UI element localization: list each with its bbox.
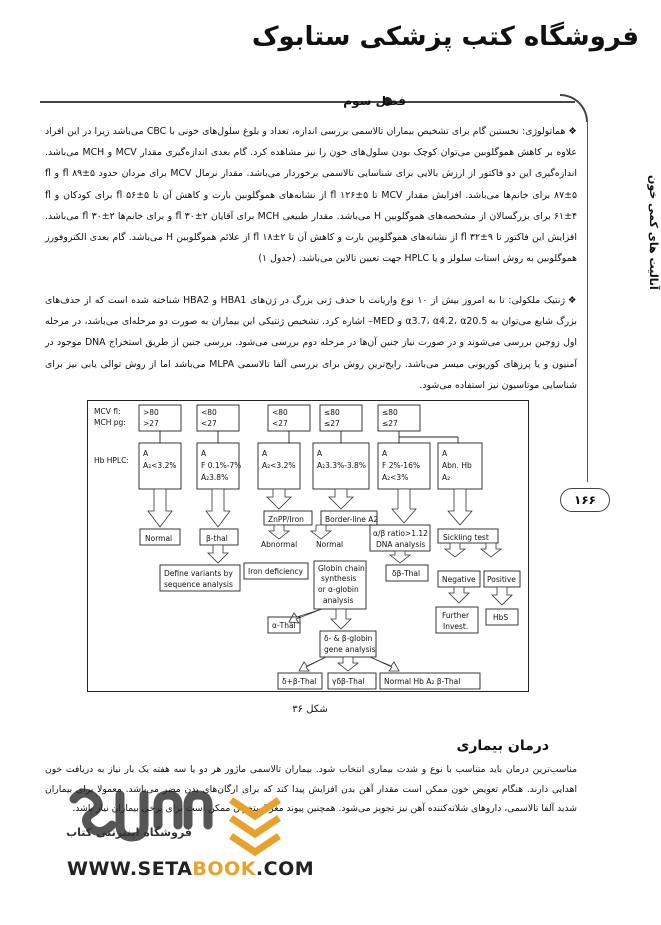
- iron-deficiency: Iron deficiency: [248, 567, 304, 576]
- bullet-icon: ❖: [568, 295, 578, 306]
- page-number: ۱۶۶: [560, 488, 610, 512]
- side-running-title: آنالیت های کمی خون: [647, 175, 660, 290]
- globin-line: synthesis: [321, 574, 357, 583]
- mcv-value: ≤80: [382, 408, 398, 417]
- dna-analysis: DNA analysis: [376, 540, 426, 549]
- hplc-line: A: [201, 449, 207, 458]
- result-normal: Normal: [145, 534, 173, 543]
- outcome-label: Normal Hb A₂ β-Thal: [384, 677, 461, 686]
- hplc-line: A₂: [442, 473, 451, 482]
- further-invest-line: Further: [442, 611, 470, 620]
- flowchart-svg: [88, 401, 528, 691]
- row-label-hplc: Hb HPLC:: [94, 456, 129, 465]
- diagnostic-flowchart-figure: [87, 400, 529, 692]
- mcv-value: <80: [201, 408, 217, 417]
- globin-line: Globin chain: [318, 564, 365, 573]
- mcv-value: >80: [143, 408, 159, 417]
- watermark-url: [67, 858, 314, 880]
- url-part: WWW.SETA: [67, 858, 193, 880]
- url-part-accent: BOOK: [192, 858, 256, 880]
- bullet-icon: ❖: [568, 126, 577, 137]
- hplc-line: F 0.1%-7%: [201, 461, 242, 470]
- store-title: فروشگاه کتب پزشکی ستابوک: [251, 22, 639, 52]
- mch-value: ≤27: [382, 419, 398, 428]
- outcome-label: γδβ-Thal: [332, 677, 365, 686]
- row-label-mch: MCH pg:: [94, 418, 126, 427]
- alpha-beta-ratio: α/β ratio>1.12: [373, 529, 428, 538]
- globin-line: analysis: [323, 596, 354, 605]
- mch-value: ≤27: [324, 419, 340, 428]
- chapter-label: فصل سوم: [343, 94, 406, 108]
- hplc-line: A: [262, 449, 268, 458]
- paragraph-text: هماتولوژی: نخستین گام برای تشخیص بیماران تالاسمی بررسی اندازه، تعداد و بلوغ سلول‌های خونی با CBC می‌باشد زیرا در این افراد علاوه بر کاهش هموگلوبین می‌توان کوچک بودن سلول‌های خون را نیز مشاهده کرد. گام بعدی اندازه‌گیری مقدار MCV و MCH می‌باشد. اندازه‌گیری این دو فاکتور از ارزش بالایی برای شناسایی تالاسمی برخوردار می‌باشد. مقدار نرمال MCV برای مردان حدود fl ۸۹±۵ و fl ۸۷±۵ برای خانم‌ها می‌باشد. افزایش مقدار MCV تا fl ۱۲۶±۵ از نشانه‌های هموگلوبین بارت و کاهش آن تا fl ۵۶±۵ برای کودکان و fl ۶۱±۴ برای بزرگسالان از مشخصه‌های هموگلوبین H می‌باشد. مقدار طبیعی MCH برای آقایان fl ۳۰±۲ و برای خانم‌ها fl ۳۰±۲ می‌باشد. افزایش این فاکتور تا fl ۳۲±۹ از نشانه‌های هموگلوبین بارت و کاهش آن تا fl ۱۸±۲ از علائم هموگلوبین H می‌باشد. گام بعدی الکتروفورز هموگلوبین به روش استات سلولز و یا HPLC جهت تعیین تالاین می‌باشد. (جدول ۱): [45, 126, 578, 265]
- outcome-label: δ+β-Thal: [282, 677, 317, 686]
- sickling-test: Sickling test: [443, 533, 489, 542]
- hplc-line: Abn. Hb: [442, 461, 472, 470]
- normal-label: Normal: [316, 540, 344, 549]
- gene-analysis-line: δ- & β-globin: [324, 634, 373, 643]
- globin-line: or α-globin: [318, 585, 359, 594]
- positive-label: Positive: [487, 575, 516, 584]
- hplc-line: A₂<3.2%: [262, 461, 296, 470]
- abnormal-label: Abnormal: [261, 540, 298, 549]
- watermark-tagline: فروشگاه اینترنتی کتاب: [66, 826, 192, 839]
- section-heading: درمان بیماری: [456, 738, 549, 754]
- paragraph-molecular-genetics: [45, 290, 577, 395]
- chevron-stack-icon: [225, 790, 285, 860]
- further-invest-line: Invest.: [443, 622, 469, 631]
- delta-beta-thal: δβ-Thal: [392, 569, 421, 578]
- hplc-line: A: [317, 449, 323, 458]
- mch-value: <27: [201, 419, 217, 428]
- alpha-thal: α-Thal: [272, 621, 296, 630]
- header-corner-curve: [560, 94, 588, 122]
- negative-label: Negative: [442, 575, 476, 584]
- hplc-line: A₂3.8%: [201, 473, 229, 482]
- hplc-line: A: [442, 449, 448, 458]
- hplc-line: A₂<3.2%: [143, 461, 177, 470]
- borderline-a2: Border-line A2: [325, 515, 379, 524]
- mcv-value: ≤80: [324, 408, 340, 417]
- paragraph-hematology: [45, 121, 577, 291]
- hplc-line: A: [143, 449, 149, 458]
- hbs-label: HbS: [493, 613, 509, 622]
- mcv-value: <80: [272, 408, 288, 417]
- mch-value: >27: [143, 419, 159, 428]
- hplc-line: A: [382, 449, 388, 458]
- hplc-line: F 2%-16%: [382, 461, 420, 470]
- url-part: .COM: [255, 858, 315, 880]
- znpp-iron: ZnPP/Iron: [268, 515, 304, 524]
- row-label-mcv: MCV fl:: [94, 407, 121, 416]
- gene-analysis-line: gene analysis: [324, 645, 376, 654]
- paragraph-text: مناسب‌ترین درمان باید متناسب با نوع و شدت بیماری انتخاب شود. بیماران تالاسمی ماژور هر دو یا سه هفته یک بار نیاز به دریافت خون اهدایی دارند. هنگام تعویض خون ممکن است مقدار آهن بدن افزایش پیدا کند که برای ارگان‌های بدن مضر می‌باشد. معمولا برای بیماران شدید آلفا تالاسمی، داروهای شلاته‌کننده آهن نیز تجویز می‌شود. همچنین پیوند مغز استخوان ممکن است برای برخی بیماران نیاز باشد.: [45, 764, 577, 814]
- result-beta-thal: β-thal: [206, 534, 228, 543]
- define-variants-line: Define variants by: [164, 569, 233, 578]
- hplc-line: A₂<3%: [382, 473, 409, 482]
- hplc-line: A₂3.3%-3.8%: [317, 461, 366, 470]
- paragraph-text: ژنتیک ملکولی: تا به امروز بیش از ۱۰ نوع واریانت با حذف ژنی بزرگ در ژن‌های HBA1 و HBA2 شناخته شده است که از حذف‌های بزرگ شایع می‌توان به α3.7، α4.2، α20.5 و MED– اشاره کرد. تشخیص ژنتیکی این بیماران به صورت دو مرحله‌ای می‌باشد، در مرحله اول زوجین بررسی می‌شوند و در صورت نیاز جنین آن‌ها در مرحله دوم بررسی می‌شود. بررسی جنین از طریق استخراج DNA موجود در آمنیون و یا پرزهای کوریونی میسر می‌باشد. رایج‌ترین روش برای بررسی آلفا تالاسمی MLPA می‌باشد اما از روش توالی یابی نیز برای شناسایی موتاسیون نیز استفاده می‌شود.: [45, 295, 578, 391]
- figure-caption: شکل ۳۶: [292, 704, 328, 715]
- define-variants-line: sequence analysis: [164, 580, 233, 589]
- mch-value: <27: [272, 419, 288, 428]
- header-rule: [40, 101, 575, 103]
